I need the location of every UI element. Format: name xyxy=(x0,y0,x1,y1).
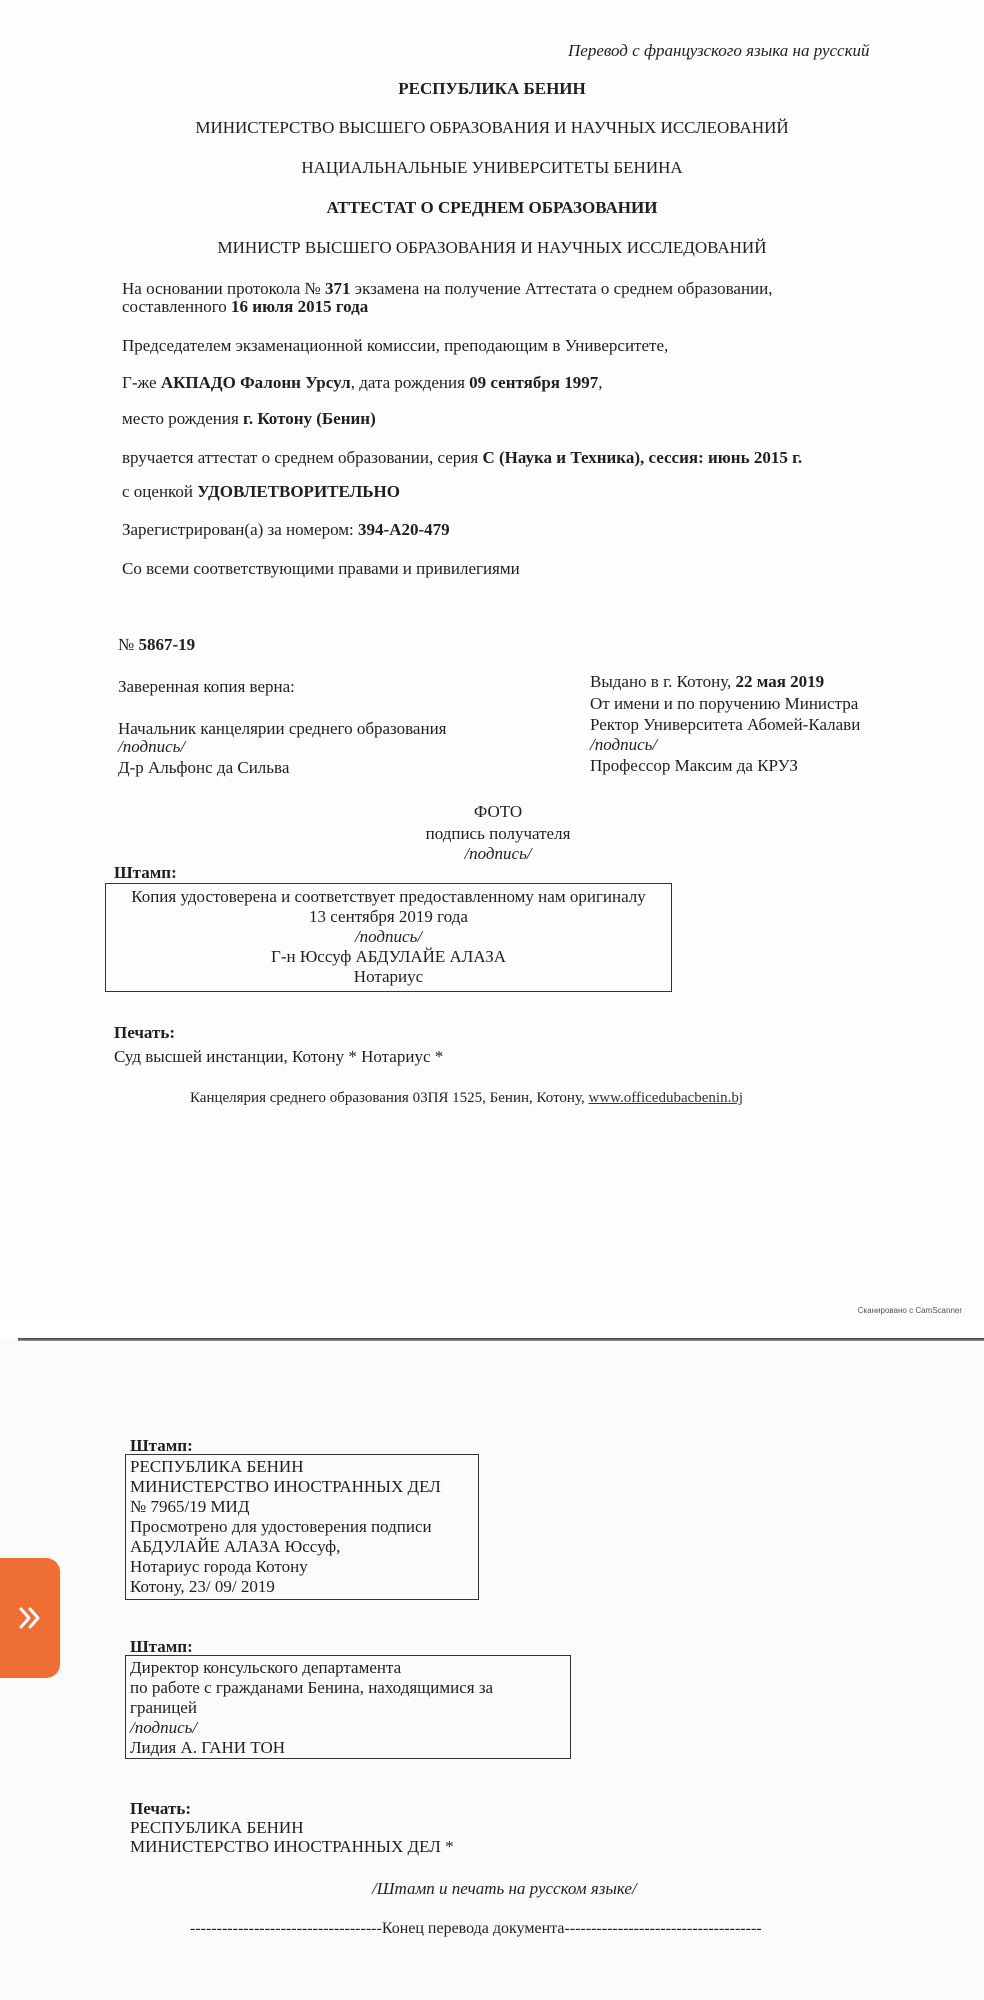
translation-note: Перевод с французского языка на русский xyxy=(568,41,870,60)
rector-signature: /подпись/ xyxy=(590,735,658,754)
stamp-line: Г-н Юссуф АБДУЛАЙЕ АЛАЗА xyxy=(270,947,506,966)
chief-name: Д-р Альфонс да Сильва xyxy=(118,758,290,777)
chief-title: Начальник канцелярии среднего образования xyxy=(118,719,447,738)
scanner-note: Сканировано с CamScanner xyxy=(857,1306,962,1315)
stamp-line: Нотариус города Котону xyxy=(130,1557,308,1576)
stamp-line: Нотариус xyxy=(353,967,424,986)
stamp-label: Штамп: xyxy=(114,863,177,882)
page-gap xyxy=(0,1318,984,1338)
end-of-translation: ------------------------------------Конец перевода документа------------------------------------- xyxy=(190,1920,762,1937)
stamp-line: Копия удостоверена и соответствует предоставленному нам оригиналу xyxy=(131,887,646,906)
stamp-line: Котону, 23/ 09/ 2019 xyxy=(130,1577,275,1596)
rector-name: Профессор Максим да КРУЗ xyxy=(590,756,798,775)
seal-text: Суд высшей инстанции, Котону * Нотариус * xyxy=(114,1047,444,1066)
stamp-line: по работе с гражданами Бенина, находящимися за xyxy=(130,1678,494,1697)
stamp3-label: Штамп: xyxy=(130,1637,193,1656)
seal2-line: РЕСПУБЛИКА БЕНИН xyxy=(130,1818,304,1837)
stamp-line: МИНИСТЕРСТВО ИНОСТРАННЫХ ДЕЛ xyxy=(130,1477,441,1496)
paragraph-registration: Зарегистрирован(а) за номером: 394-А20-479 xyxy=(122,520,450,539)
stamp-line: /подпись/ xyxy=(354,927,423,946)
paragraph-series: вручается аттестат о среднем образовании, серия С (Наука и Техника), сессия: июнь 2015 г. xyxy=(122,448,803,467)
paragraph-birthplace: место рождения г. Котону (Бенин) xyxy=(122,409,376,428)
document-page-2 xyxy=(0,1338,984,2000)
page-2-top-edge xyxy=(18,1338,984,1341)
stamp-line: АБДУЛАЙЕ АЛАЗА Юссуф, xyxy=(130,1537,341,1556)
stamp-line: Директор консульского департамента xyxy=(130,1658,402,1677)
rector-title: Ректор Университета Абомей-Калави xyxy=(590,715,861,734)
chief-signature: /подпись/ xyxy=(118,737,186,756)
header-universities: НАЦИАЛЬНАЛЬНЫЕ УНИВЕРСИТЕТЫ БЕНИНА xyxy=(301,158,683,177)
recipient-signature-label: подпись получателя xyxy=(425,824,571,843)
paragraph-recipient: Г-же АКПАДО Фалонн Урсул, дата рождения 09 сентября 1997, xyxy=(122,373,603,392)
stamp-line: Просмотрено для удостоверения подписи xyxy=(130,1517,432,1536)
paragraph-rights: Со всеми соответствующими правами и привилегиями xyxy=(122,559,520,578)
header-minister: МИНИСТР ВЫСШЕГО ОБРАЗОВАНИЯ И НАУЧНЫХ ИССЛЕДОВАНИЙ xyxy=(217,238,767,257)
stamp-line: Лидия А. ГАНИ ТОН xyxy=(130,1738,285,1757)
seal2-line: МИНИСТЕРСТВО ИНОСТРАННЫХ ДЕЛ * xyxy=(130,1837,454,1856)
paragraph-protocol-date: составленного 16 июля 2015 года xyxy=(122,297,369,316)
stamp-line: границей xyxy=(130,1698,197,1717)
paragraph-grade: с оценкой УДОВЛЕТВОРИТЕЛЬНО xyxy=(122,482,400,501)
language-note: /Штамп и печать на русском языке/ xyxy=(372,1879,637,1898)
footer-address: Канцелярия среднего образования 03ПЯ 1525, Бенин, Котону, www.officedubacbenin.bj xyxy=(190,1090,744,1106)
header-ministry: МИНИСТЕРСТВО ВЫСШЕГО ОБРАЗОВАНИЯ И НАУЧНЫХ ИССЛЕОВАНИЙ xyxy=(195,118,789,137)
stamp-line: 13 сентября 2019 года xyxy=(309,907,468,926)
side-expand-tab[interactable] xyxy=(0,1558,60,1678)
stamp-line: № 7965/19 МИД xyxy=(130,1497,250,1516)
document-title: АТТЕСТАТ О СРЕДНЕМ ОБРАЗОВАНИИ xyxy=(326,198,658,217)
recipient-signature: /подпись/ xyxy=(464,844,532,863)
header-republic: РЕСПУБЛИКА БЕНИН xyxy=(398,79,586,98)
paragraph-protocol: На основании протокола № 371 экзамена на получение Аттестата о среднем образовании, xyxy=(122,279,773,298)
document-number: № 5867-19 xyxy=(118,635,196,654)
stamp-line: /подпись/ xyxy=(130,1718,198,1737)
notary-stamp-box xyxy=(105,883,672,992)
double-chevron-right-icon xyxy=(15,1603,45,1633)
seal2-label: Печать: xyxy=(130,1799,191,1818)
seal-label: Печать: xyxy=(114,1023,175,1042)
stamp2-label: Штамп: xyxy=(130,1436,193,1455)
footer-website-link[interactable]: www.officedubacbenin.bj xyxy=(588,1090,744,1106)
consular-stamp-box xyxy=(125,1655,571,1759)
certified-copy-label: Заверенная копия верна: xyxy=(118,677,295,696)
mfa-stamp-box xyxy=(125,1454,479,1600)
paragraph-chairman: Председателем экзаменационной комиссии, преподающим в Университете, xyxy=(122,336,669,355)
stamp-line: РЕСПУБЛИКА БЕНИН xyxy=(130,1457,304,1476)
photo-label: ФОТО xyxy=(473,802,523,821)
on-behalf-line: От имени и по поручению Министра xyxy=(590,694,859,713)
issued-place-date: Выдано в г. Котону, 22 мая 2019 xyxy=(590,672,825,691)
